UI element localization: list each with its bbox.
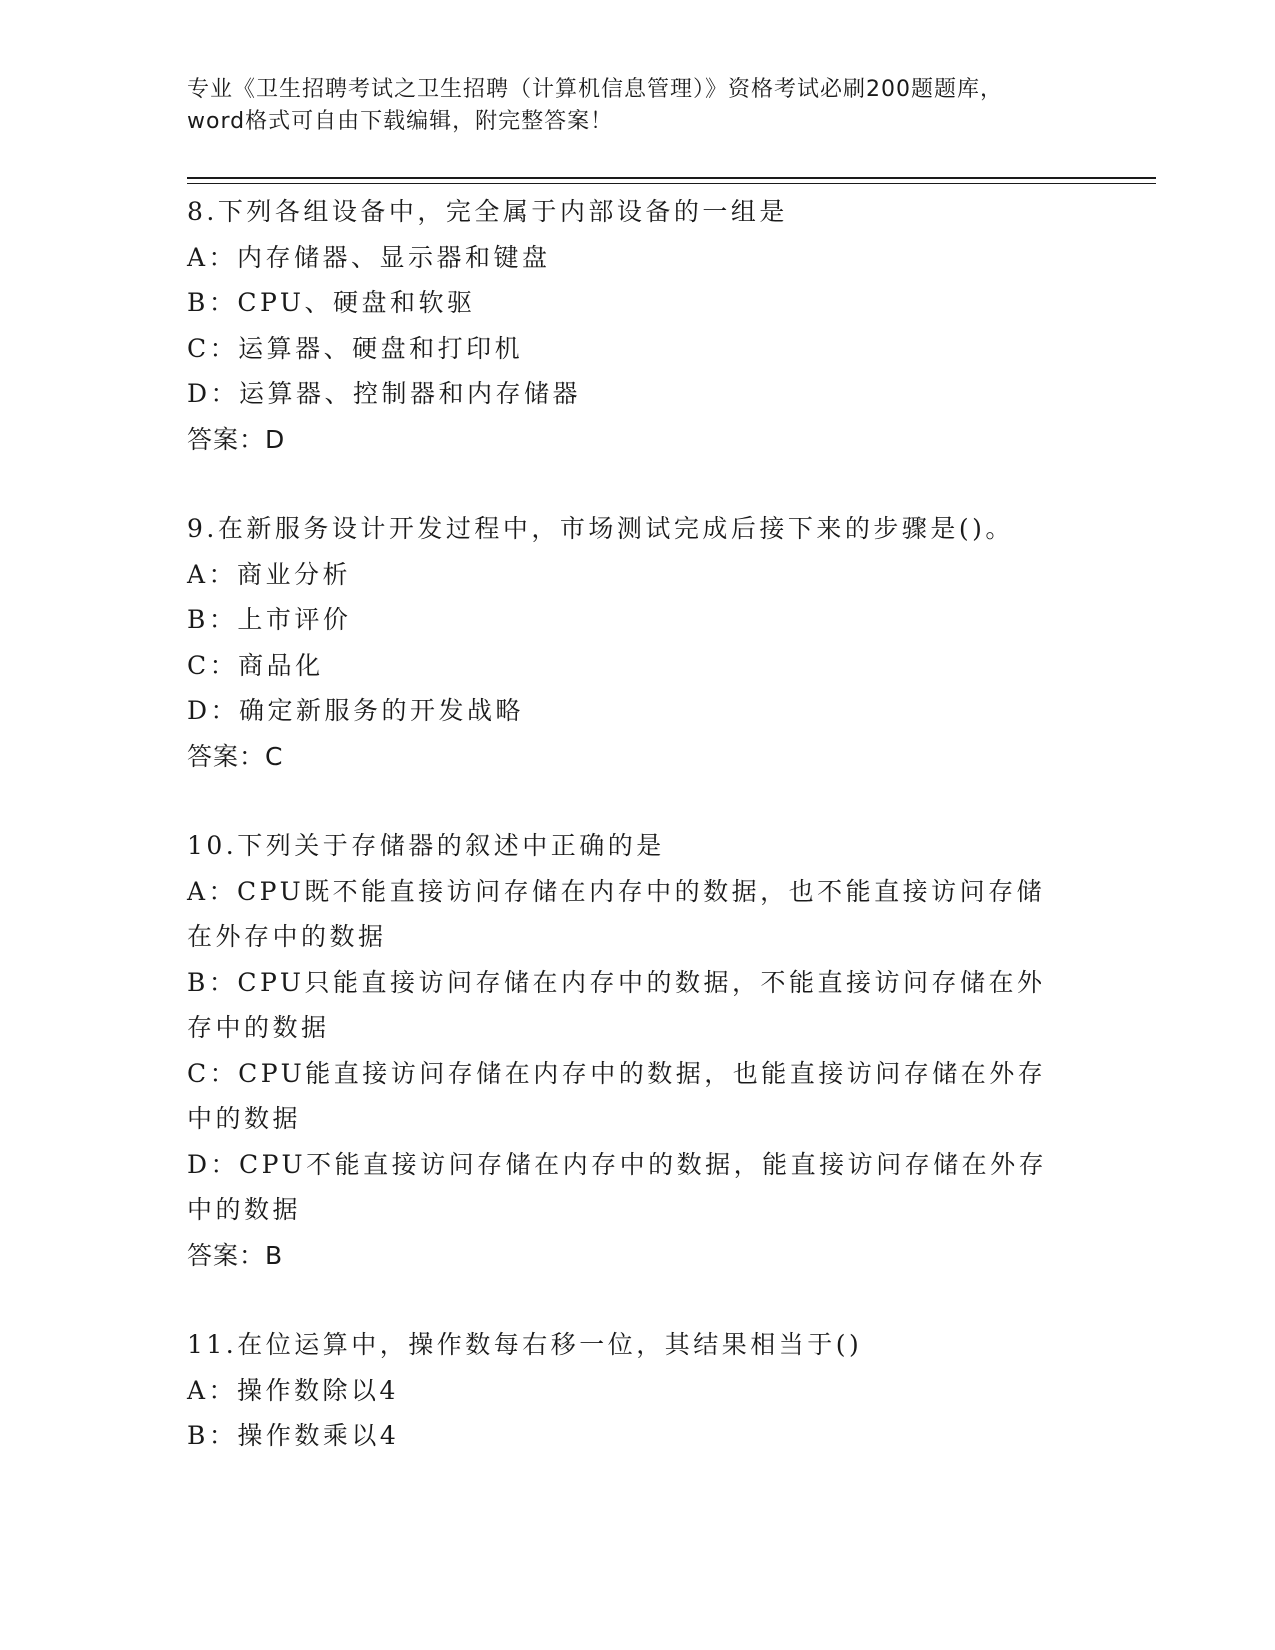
question-list: [187, 189, 1067, 1503]
option-c: C：商品化: [187, 650, 324, 680]
question-stem: 9.在新服务设计开发过程中，市场测试完成后接下来的步骤是()。: [187, 514, 1014, 543]
answer: 答案：C: [187, 741, 284, 771]
question-stem: 8.下列各组设备中，完全属于内部设备的一组是: [187, 197, 788, 226]
option-a: A：操作数除以4: [187, 1375, 399, 1405]
document-header: [187, 74, 1087, 138]
header-divider-thin: [187, 183, 1156, 184]
answer: 答案：D: [187, 424, 286, 454]
question-9: [187, 506, 1067, 779]
header-divider-thick: [187, 177, 1156, 179]
header-line-1: 专业《卫生招聘考试之卫生招聘（计算机信息管理）》资格考试必刷200题题库，: [187, 77, 1003, 102]
option-a: A：内存储器、显示器和键盘: [187, 242, 551, 272]
question-stem: 10.下列关于存储器的叙述中正确的是: [187, 831, 665, 860]
question-10: [187, 823, 1067, 1278]
option-a: A：CPU既不能直接访问存储在内存中的数据，也不能直接访问存储在外存中的数据: [187, 876, 1046, 951]
option-d: D：运算器、控制器和内存储器: [187, 379, 582, 408]
option-d: D：CPU不能直接访问存储在内存中的数据，能直接访问存储在外存中的数据: [187, 1149, 1048, 1224]
question-8: [187, 189, 1067, 462]
option-c: C：运算器、硬盘和打印机: [187, 333, 524, 363]
option-d: D：确定新服务的开发战略: [187, 696, 525, 725]
option-a: A：商业分析: [187, 559, 352, 589]
answer: 答案：B: [187, 1240, 284, 1270]
option-c: C：CPU能直接访问存储在内存中的数据，也能直接访问存储在外存中的数据: [187, 1058, 1047, 1133]
question-11: [187, 1322, 1067, 1459]
question-stem: 11.在位运算中，操作数每右移一位，其结果相当于(): [187, 1330, 863, 1359]
option-b: B：CPU、硬盘和软驱: [187, 288, 476, 317]
option-b: B：CPU只能直接访问存储在内存中的数据，不能直接访问存储在外存中的数据: [187, 967, 1046, 1042]
option-b: B：操作数乘以4: [187, 1421, 400, 1450]
header-line-2: word格式可自由下载编辑，附完整答案！: [187, 109, 614, 134]
option-b: B：上市评价: [187, 605, 352, 634]
